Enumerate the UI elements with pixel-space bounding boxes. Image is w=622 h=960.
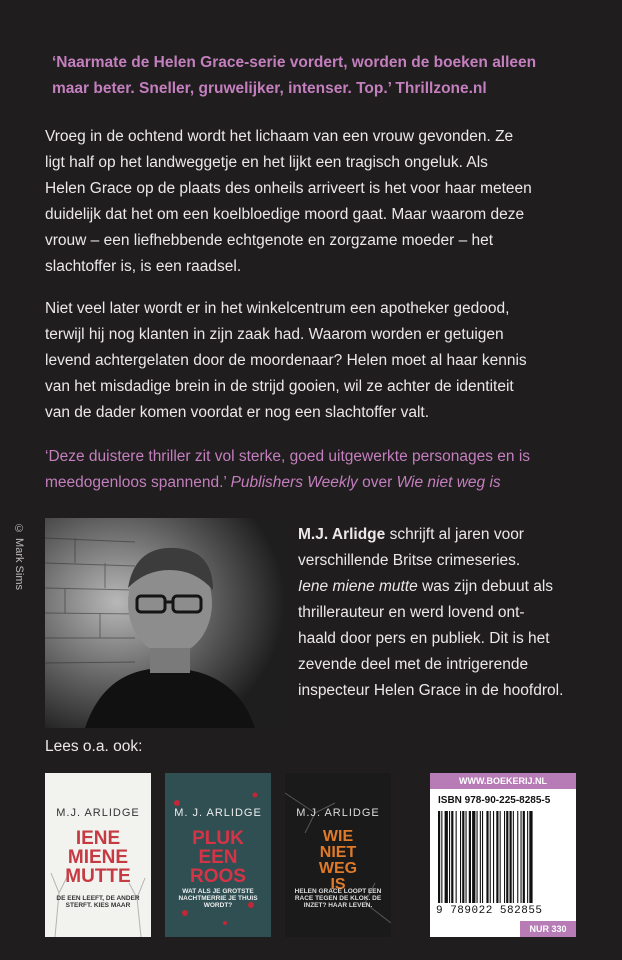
barcode-bar xyxy=(477,811,478,903)
photo-credit: © Mark Sims xyxy=(13,523,25,590)
book-cover-iene-miene-mutte[interactable] xyxy=(45,773,151,937)
barcode-digits: 9 789022 582855 xyxy=(436,905,543,917)
barcode-bar xyxy=(460,811,461,903)
also-read-heading: Lees o.a. ook: xyxy=(45,738,143,755)
book-title-line: EEN xyxy=(198,847,238,868)
book-title-line: NIET xyxy=(319,844,357,861)
bio-line xyxy=(298,574,598,600)
nur-code: NUR 330 xyxy=(520,921,576,937)
isbn-text: ISBN 978-90-225-8285-5 xyxy=(438,795,551,806)
barcode-bar xyxy=(438,811,440,903)
barcode-bar xyxy=(456,811,457,903)
bio-line: verschillende Britse crimeseries. xyxy=(298,552,521,569)
barcode-bar xyxy=(486,811,488,903)
text-line: Niet veel later wordt er in het winkelcentrum een apotheker gedood, xyxy=(45,300,510,317)
bio-text: was zijn debuut als xyxy=(417,578,554,595)
bio-line: thrillerauteur en werd lovend ont- xyxy=(298,604,525,621)
quote-book-title: Wie niet weg is xyxy=(396,474,501,491)
book-title-line: MUTTE xyxy=(65,866,131,887)
book-title-line: WIE xyxy=(322,828,354,845)
text-line: duidelijk dat het om een koelbloedige moord gaat. Maar waarom deze xyxy=(45,206,525,223)
book-title-line: PLUK xyxy=(192,828,244,849)
barcode-bar xyxy=(480,811,481,903)
text-line: van het misdadige brein in de strijd gooien, wil ze achter de identiteit xyxy=(45,378,514,395)
description-paragraph-1 xyxy=(45,124,585,280)
quote-text: meedogenloos spannend.’ xyxy=(45,474,231,491)
barcode-bar xyxy=(449,811,450,903)
barcode-bar xyxy=(521,811,522,903)
book-tagline: WAT ALS JE GROTSTE NACHTMERRIE JE THUIS WORDT? xyxy=(178,888,258,909)
author-portrait-image xyxy=(45,518,285,728)
book-author: M.J. ARLIDGE xyxy=(56,807,140,819)
barcode-bars xyxy=(438,811,568,903)
book-title-line: MIENE xyxy=(67,847,129,868)
book-title-line: WEG xyxy=(318,860,358,877)
barcode-bar xyxy=(527,811,528,903)
author-bio xyxy=(298,522,598,704)
book-title-line: IENE xyxy=(75,828,121,849)
book-title xyxy=(285,829,391,893)
barcode-bar xyxy=(462,811,464,903)
book-tagline: HELEN GRACE LOOPT EEN RACE TEGEN DE KLOK. DE INZET? HAAR LEVEN. xyxy=(294,888,382,909)
book-cover-wie-niet-weg-is[interactable] xyxy=(285,773,391,937)
text-line: ligt half op het landweggetje en het lijkt een tragisch ongeluk. Als xyxy=(45,154,488,171)
book-title-line: ROOS xyxy=(190,866,246,887)
text-line: van de dader komen voordat er nog een slachtoffer valt. xyxy=(45,404,430,421)
quote-line: ‘Deze duistere thriller zit vol sterke, goed uitgewerkte personages en is xyxy=(45,448,531,465)
book-tagline: DE EEN LEEFT, DE ANDER STERFT. KIES MAAR xyxy=(56,895,140,909)
bio-line: inspecteur Helen Grace in de hoofdrol. xyxy=(298,682,564,699)
barcode-panel xyxy=(430,773,576,937)
bio-text: schrijft al jaren voor xyxy=(385,526,524,543)
debut-title: Iene miene mutte xyxy=(298,578,418,595)
book-title xyxy=(165,829,271,886)
bio-line xyxy=(298,522,598,548)
book-cover-pluk-een-roos[interactable] xyxy=(165,773,271,937)
barcode-bar xyxy=(529,811,532,903)
review-quote xyxy=(45,444,590,496)
barcode-bar xyxy=(500,811,501,903)
barcode-bar xyxy=(466,811,467,903)
barcode-bar xyxy=(513,811,514,903)
book-title xyxy=(45,829,151,886)
quote-line xyxy=(45,470,590,496)
barcode-bar xyxy=(517,811,518,903)
barcode-bar xyxy=(482,811,483,903)
barcode-bar xyxy=(469,811,471,903)
barcode-bar xyxy=(493,811,494,903)
quote-source: Publishers Weekly xyxy=(230,474,358,491)
description-paragraph-2 xyxy=(45,296,585,426)
top-quote-line: maar beter. Sneller, gruwelijker, intenser. Top.’ Thrillzone.nl xyxy=(52,80,487,97)
barcode-bar xyxy=(510,811,512,903)
barcode-bar xyxy=(472,811,475,903)
barcode-bar xyxy=(523,811,525,903)
book-title-line: IS xyxy=(330,876,346,893)
barcode-bar xyxy=(506,811,508,903)
top-quote xyxy=(52,50,592,102)
barcode-bar xyxy=(441,811,442,903)
barcode-bar xyxy=(496,811,498,903)
text-line: levend achtergelaten door de moordenaar? Helen moet al haar kennis xyxy=(45,352,527,369)
top-quote-line: ‘Naarmate de Helen Grace-serie vordert, worden de boeken alleen xyxy=(52,54,537,71)
quote-text: over xyxy=(357,474,397,491)
text-line: terwijl hij nog klanten in zijn zaak had. Waarom worden er getuigen xyxy=(45,326,504,343)
barcode-bar xyxy=(490,811,491,903)
book-author: M. J. ARLIDGE xyxy=(174,807,262,819)
barcode-bar xyxy=(504,811,505,903)
text-line: slachtoffer is, is een raadsel. xyxy=(45,258,242,275)
barcode-bar xyxy=(451,811,453,903)
author-name: M.J. Arlidge xyxy=(298,526,386,543)
text-line: Helen Grace op de plaats des onheils arriveert is het voor haar meteen xyxy=(45,180,532,197)
publisher-url: WWW.BOEKERIJ.NL xyxy=(430,773,576,789)
text-line: vrouw – een liefhebbende echtgenote en zorgzame moeder – het xyxy=(45,232,494,249)
text-line: Vroeg in de ochtend wordt het lichaam van een vrouw gevonden. Ze xyxy=(45,128,514,145)
author-photo xyxy=(45,518,285,728)
bio-line: haald door pers en publiek. Dit is het xyxy=(298,630,550,647)
bio-line: zevende deel met de intrigerende xyxy=(298,656,529,673)
barcode-bar xyxy=(445,811,448,903)
book-author: M.J. ARLIDGE xyxy=(296,807,380,819)
